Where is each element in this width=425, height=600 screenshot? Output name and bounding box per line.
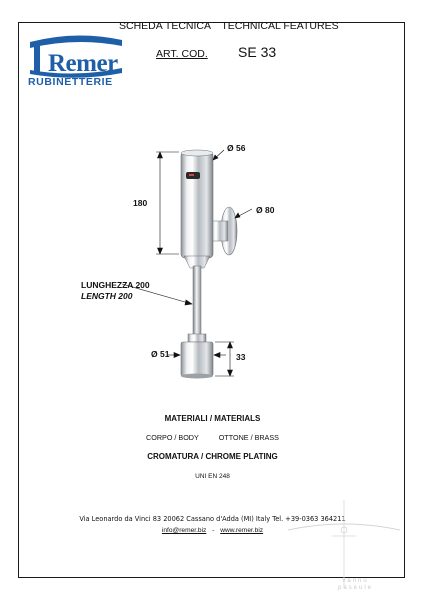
top-diameter-label: Ø 56 <box>227 143 246 153</box>
height-dimension-line <box>156 152 179 254</box>
materials-heading: MATERIALI / MATERIALS <box>164 414 261 423</box>
logo-subtitle: RUBINETTERIE <box>28 76 113 88</box>
watermark-line-2: paseule <box>338 585 374 591</box>
body-label: CORPO / BODY <box>146 433 199 442</box>
company-address: Via Leonardo da Vinci 83 20062 Cassano d'Adda (MI) Italy Tel. +39-0363 364211 <box>79 515 346 523</box>
flange-diameter-label: Ø 80 <box>256 205 275 215</box>
article-code-value: SE 33 <box>238 44 277 60</box>
bottom-height-line <box>215 342 234 376</box>
website-link[interactable]: www.remer.biz <box>220 527 264 534</box>
connector-bottom-edge <box>181 374 213 379</box>
specifications <box>0 414 425 480</box>
flush-pipe <box>193 266 201 336</box>
title-english: TECHNICAL FEATURES <box>221 20 339 32</box>
watermark-text <box>338 578 373 592</box>
length-english: LENGTH 200 <box>81 291 133 301</box>
norm-standard: UNI EN 248 <box>195 473 230 480</box>
length-label <box>81 280 150 302</box>
article-code-label: ART. COD. <box>156 48 208 60</box>
flange-diameter-leader <box>235 209 252 218</box>
body-material: OTTONE / BRASS <box>218 433 279 442</box>
title-italian: SCHEDA TECNICA <box>119 20 211 32</box>
length-italian: LUNGHEZZA 200 <box>81 280 150 290</box>
body-material-row <box>0 433 425 442</box>
link-separator: - <box>212 527 215 534</box>
bottom-height-label: 33 <box>236 352 246 362</box>
bottom-diameter-label: Ø 51 <box>151 349 170 359</box>
height-label: 180 <box>133 198 148 208</box>
bottom-connector <box>181 342 213 376</box>
body-top-cap <box>181 150 213 156</box>
top-diameter-leader <box>213 150 224 160</box>
watermark-line-1: vannu <box>342 578 369 584</box>
sensor-highlight <box>189 174 194 176</box>
plating-label: CROMATURA / CHROME PLATING <box>147 452 278 461</box>
logo-brand-text: Remer <box>48 50 118 77</box>
email-link[interactable]: info@remer.biz <box>161 527 207 534</box>
pipe-nut <box>188 334 206 342</box>
valve-body <box>181 152 213 258</box>
